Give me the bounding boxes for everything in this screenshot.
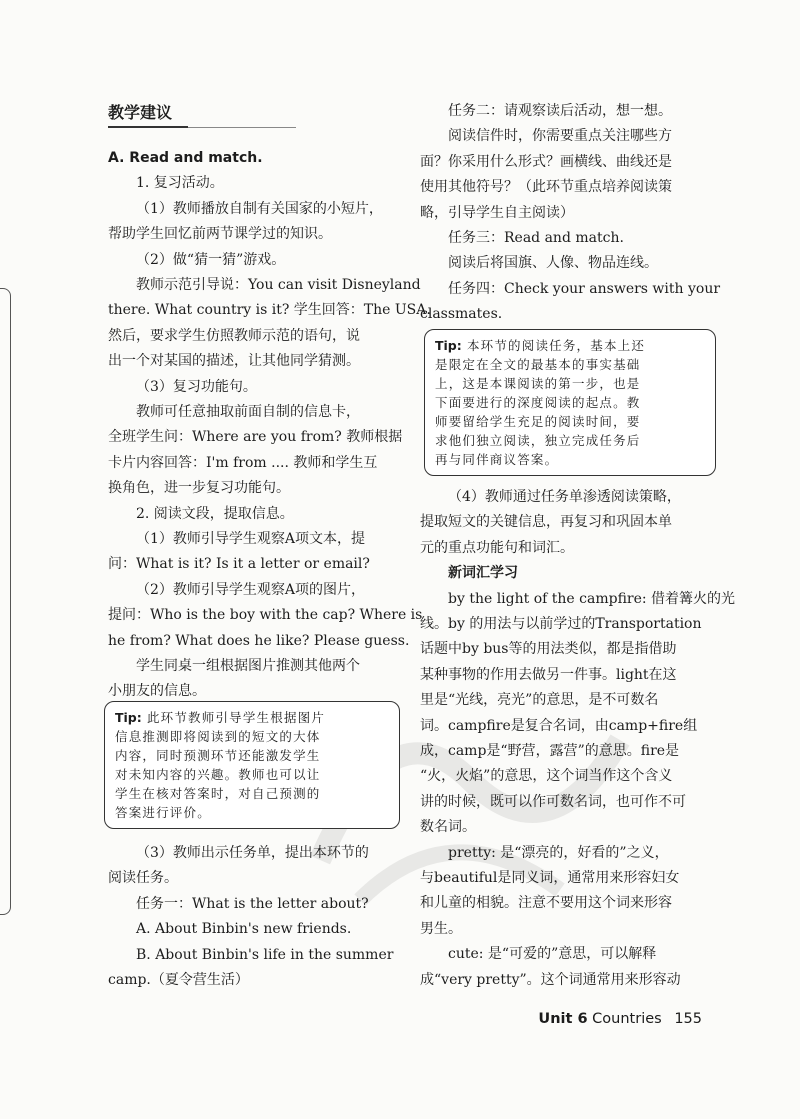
right-lines-line: 任务四：Check your answers with your	[448, 280, 721, 297]
left-lines-line: 问：What is it? Is it a letter or email?	[108, 556, 370, 573]
tip-text: 学生在核对答案时，对自己预测的	[115, 786, 321, 801]
tip-line	[435, 431, 707, 450]
tip-text: 对未知内容的兴趣。教师也可以让	[115, 767, 321, 782]
left-lines-line: 小朋友的信息。	[108, 683, 206, 700]
right-lines-line: classmates.	[420, 306, 503, 323]
right-after-line: 里是“光线，亮光”的意思，是不可数名	[420, 692, 659, 709]
tip-text: 下面要进行的深度阅读的起点。教	[435, 395, 641, 410]
title-underline	[108, 126, 188, 128]
tip-text: 师要留给学生充足的阅读时间，要	[435, 414, 641, 429]
right-lines-line: 面？你采用什么形式？画横线、曲线还是	[420, 153, 672, 170]
tip-line	[435, 374, 707, 393]
right-after-line: 提取短文的关键信息，再复习和巩固本单	[420, 514, 672, 531]
tip-line	[115, 765, 391, 784]
left-after-line: 任务一：What is the letter about?	[136, 895, 369, 912]
section-title: 教学建议	[108, 103, 173, 122]
tip-text: 答案进行评价。	[115, 805, 211, 820]
left-lines-line: 然后，要求学生仿照教师示范的语句，说	[108, 327, 360, 344]
tip-line	[435, 355, 707, 374]
right-lines-line: 阅读信件时，你需要重点关注哪些方	[448, 128, 672, 145]
right-after-line: 某种事物的作用去做另一件事。light在这	[420, 666, 677, 683]
tip-text: 本环节的阅读任务，基本上还	[466, 338, 646, 353]
footer-unit: Unit 6	[538, 1011, 588, 1027]
right-lines-line: 略，引导学生自主阅读）	[420, 204, 574, 221]
tip-line	[115, 746, 391, 765]
tip-text: 是限定在全文的最基本的事实基础	[435, 357, 641, 372]
tip-line	[115, 784, 391, 803]
right-after-line: 和儿童的相貌。注意不要用这个词来形容	[420, 895, 672, 912]
right-tip-box	[424, 329, 716, 476]
title-underline-thin	[188, 127, 296, 128]
tip-line	[435, 412, 707, 431]
right-lines-line: 阅读后将国旗、人像、物品连线。	[448, 255, 658, 272]
left-lines-line: 提问：Who is the boy with the cap? Where is	[108, 607, 423, 624]
right-after-line: by the light of the campfire: 借着篝火的光	[448, 590, 736, 607]
left-after-line: （3）教师出示任务单，提出本环节的	[136, 845, 369, 861]
left-lines-line: 2. 阅读文段，提取信息。	[136, 505, 294, 522]
left-lines-line: 教师示范引导说：You can visit Disneyland	[136, 277, 421, 293]
right-after-line: pretty: 是“漂亮的，好看的”之义，	[448, 844, 669, 861]
right-lines-line: 任务三：Read and match.	[448, 230, 624, 246]
page-footer	[538, 1011, 702, 1027]
right-after-line: 词。campfire是复合名词，由camp+fire组	[420, 717, 698, 734]
left-after-line: 阅读任务。	[108, 870, 178, 887]
left-lines-line: 学生同桌一组根据图片推测其他两个	[136, 658, 360, 674]
tip-label: Tip:	[435, 338, 462, 353]
left-tip-box	[104, 701, 400, 829]
left-after-line: A. About Binbin's new friends.	[136, 921, 352, 938]
left-after-line: B. About Binbin's life in the summer	[136, 946, 394, 963]
tip-text: 再与同伴商议答案。	[435, 452, 559, 467]
left-lines-line: 帮助学生回忆前两节课学过的知识。	[108, 226, 332, 243]
tip-label: Tip:	[115, 710, 142, 725]
left-lines-line: （2）教师引导学生观察A项的图片，	[136, 581, 366, 598]
right-after-line: cute: 是“可爱的”意思，可以解释	[448, 946, 657, 963]
right-after-line: 成，camp是“野营，露营”的意思。fire是	[420, 743, 680, 759]
right-after-line: 话题中by bus等的用法类似，都是指借助	[420, 641, 677, 658]
tip-text: 内容，同时预测环节还能激发学生	[115, 748, 321, 763]
left-lines-line: 出一个对某国的描述，让其他同学猜测。	[108, 353, 360, 370]
right-after-line: 成“very pretty”。这个词通常用来形容动	[420, 971, 681, 988]
tip-line	[435, 393, 707, 412]
left-lines-line: 换角色，进一步复习功能句。	[108, 480, 290, 497]
left-lines-line: （1）教师播放自制有关国家的小短片，	[136, 200, 383, 217]
right-after-line: （4）教师通过任务单渗透阅读策略，	[448, 489, 681, 505]
right-lines-line: 任务二：请观察读后活动，想一想。	[448, 103, 672, 119]
left-lines-line: 教师可任意抽取前面自制的信息卡，	[136, 404, 360, 420]
left-lines-line: （2）做“猜一猜”游戏。	[136, 251, 286, 268]
right-after-line: 讲的时候，既可以作可数名词，也可作不可	[420, 793, 686, 810]
tip-line	[115, 708, 391, 727]
tip-text: 此环节教师引导学生根据图片	[146, 710, 326, 725]
left-lines-line: he from? What does he like? Please guess.	[108, 632, 410, 649]
page-number: 155	[674, 1011, 702, 1027]
left-lines-line: A. Read and match.	[108, 150, 263, 166]
tip-line	[435, 336, 707, 355]
tip-line	[115, 803, 391, 822]
tip-text: 信息推测即将阅读到的短文的大体	[115, 729, 321, 744]
right-after-line: 新词汇学习	[448, 565, 518, 582]
footer-title: Countries	[592, 1011, 662, 1027]
left-lines-line: 1. 复习活动。	[136, 175, 224, 192]
tip-text: 求他们独立阅读，独立完成任务后	[435, 433, 641, 448]
right-after-line: 男生。	[420, 920, 462, 937]
left-lines-line: （3）复习功能句。	[136, 378, 257, 395]
right-lines-line: 使用其他符号？（此环节重点培养阅读策	[420, 179, 672, 196]
left-lines-line: （1）教师引导学生观察A项文本，提	[136, 531, 366, 547]
right-after-line: 线。by 的用法与以前学过的Transportation	[420, 616, 702, 632]
right-after-line: 数名词。	[420, 819, 476, 836]
left-after-line: camp.（夏令营生活）	[108, 972, 249, 988]
left-lines-line: 全班学生问：Where are you from? 教师根据	[108, 429, 403, 446]
tip-line	[115, 727, 391, 746]
right-after-line: 与beautiful是同义词，通常用来形容妇女	[420, 870, 680, 886]
tip-text: 上，这是本课阅读的第一步，也是	[435, 376, 641, 391]
left-lines-line: 卡片内容回答：I'm from .... 教师和学生互	[108, 454, 378, 471]
page-edge-bracket	[0, 288, 11, 915]
right-after-line: 元的重点功能句和词汇。	[420, 539, 574, 556]
tip-line	[435, 450, 707, 469]
left-lines-line: there. What country is it? 学生回答：The USA.	[108, 302, 431, 319]
right-after-line: “火，火焰”的意思，这个词当作这个含义	[420, 768, 673, 785]
